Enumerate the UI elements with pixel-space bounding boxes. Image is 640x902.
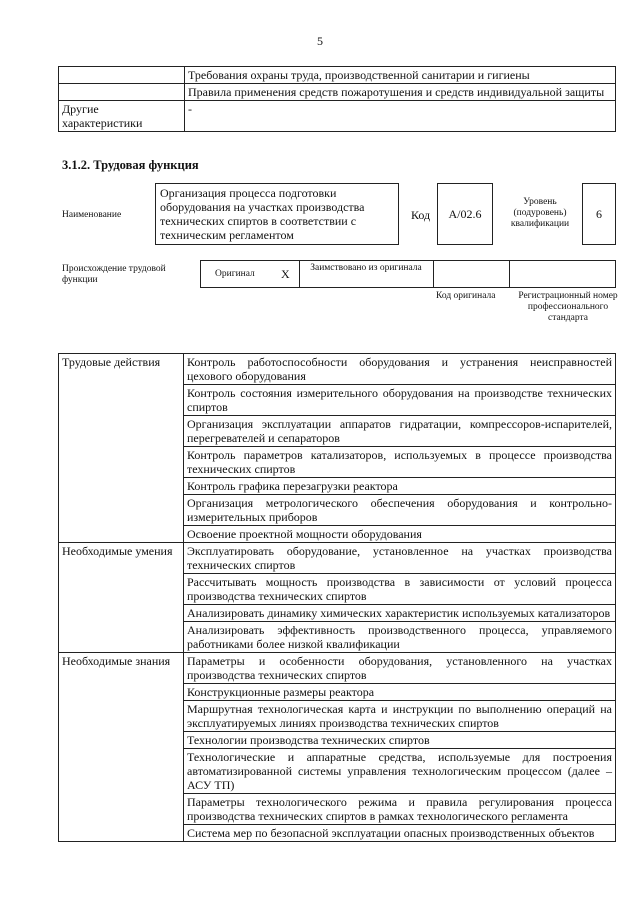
section-title: 3.1.2. Трудовая функция <box>62 158 199 172</box>
table-cell: Рассчитывать мощность производства в зависимости от условий процесса производства технических спиртов <box>184 574 616 605</box>
level-box <box>582 183 616 245</box>
table-cell: Контроль состояния измерительного оборудования на производстве технических спиртов <box>184 385 616 416</box>
group-label: Необходимые умения <box>59 543 184 653</box>
table-cell: Анализировать динамику химических характеристик используемых катализаторов <box>184 605 616 622</box>
table-cell: Эксплуатировать оборудование, установленное на участках производства технических спиртов <box>184 543 616 574</box>
code-original-caption: Код оригинала <box>436 291 496 301</box>
original-label: Оригинал <box>215 269 255 279</box>
divider <box>299 261 300 287</box>
table-row <box>59 101 616 132</box>
function-name-value: Организация процесса подготовки оборудования на участках производства технических спиртов в соответствии с техническим регламентом <box>160 186 365 242</box>
group-label: Трудовые действия <box>59 354 184 543</box>
code-box <box>437 183 493 245</box>
row-label <box>59 84 185 101</box>
row-value: Правила применения средств пожаротушения и средств индивидуальной защиты <box>185 84 616 101</box>
table-cell: Контроль графика перезагрузки реактора <box>184 478 616 495</box>
origin-table <box>200 260 616 288</box>
table-cell: Организация метрологического обеспечения оборудования и контрольно-измерительных приборов <box>184 495 616 526</box>
table-cell: Организация эксплуатации аппаратов гидратации, компрессоров-испарителей, перегревателей и сепараторов <box>184 416 616 447</box>
page-number: 5 <box>317 34 323 48</box>
table-cell: Контроль параметров катализаторов, используемых в процессе производства технических спиртов <box>184 447 616 478</box>
reg-number-caption: Регистрационный номер профессионального стандарта <box>518 291 618 323</box>
level-label: Уровень (подуровень) квалификации <box>510 197 570 229</box>
table-row <box>59 84 616 101</box>
table-cell: Технологии производства технических спиртов <box>184 732 616 749</box>
function-name-box <box>155 183 399 245</box>
name-label: Наименование <box>62 210 122 220</box>
table-row <box>59 653 616 684</box>
row-label: Другие характеристики <box>59 101 185 132</box>
table-cell: Параметры и особенности оборудования, установленного на участках производства технических спиртов <box>184 653 616 684</box>
code-label: Код <box>411 208 431 222</box>
code-value: A/02.6 <box>448 207 482 221</box>
divider <box>433 261 434 287</box>
table-cell: Параметры технологического режима и правила регулирования процесса производства технических спиртов в рамках технологического регламента <box>184 794 616 825</box>
borrowed-label: Заимствовано из оригинала <box>310 263 422 273</box>
table-cell: Система мер по безопасной эксплуатации опасных производственных объектов <box>184 825 616 842</box>
table-cell: Технологические и аппаратные средства, используемые для построения автоматизированной системы управления технологическим процессом (далее – АСУ ТП) <box>184 749 616 794</box>
origin-label: Происхождение трудовой функции <box>62 264 166 285</box>
table-cell: Конструкционные размеры реактора <box>184 684 616 701</box>
table-cell: Освоение проектной мощности оборудования <box>184 526 616 543</box>
table-row <box>59 354 616 385</box>
row-value: Требования охраны труда, производственной санитарии и гигиены <box>185 67 616 84</box>
table-cell: Анализировать эффективность производственного процесса, управляемого работниками более низкой квалификации <box>184 622 616 653</box>
row-value: - <box>185 101 616 132</box>
row-label <box>59 67 185 84</box>
divider <box>509 261 510 287</box>
table-cell: Маршрутная технологическая карта и инструкции по выполнению операций на эксплуатируемых линиях производства технических спиртов <box>184 701 616 732</box>
main-table <box>58 353 616 842</box>
table-cell: Контроль работоспособности оборудования и устранения неисправностей цехового оборудования <box>184 354 616 385</box>
table-row <box>59 543 616 574</box>
level-value: 6 <box>596 207 602 221</box>
table-row <box>59 67 616 84</box>
group-label: Необходимые знания <box>59 653 184 842</box>
original-mark: X <box>281 267 290 281</box>
top-table <box>58 66 616 132</box>
